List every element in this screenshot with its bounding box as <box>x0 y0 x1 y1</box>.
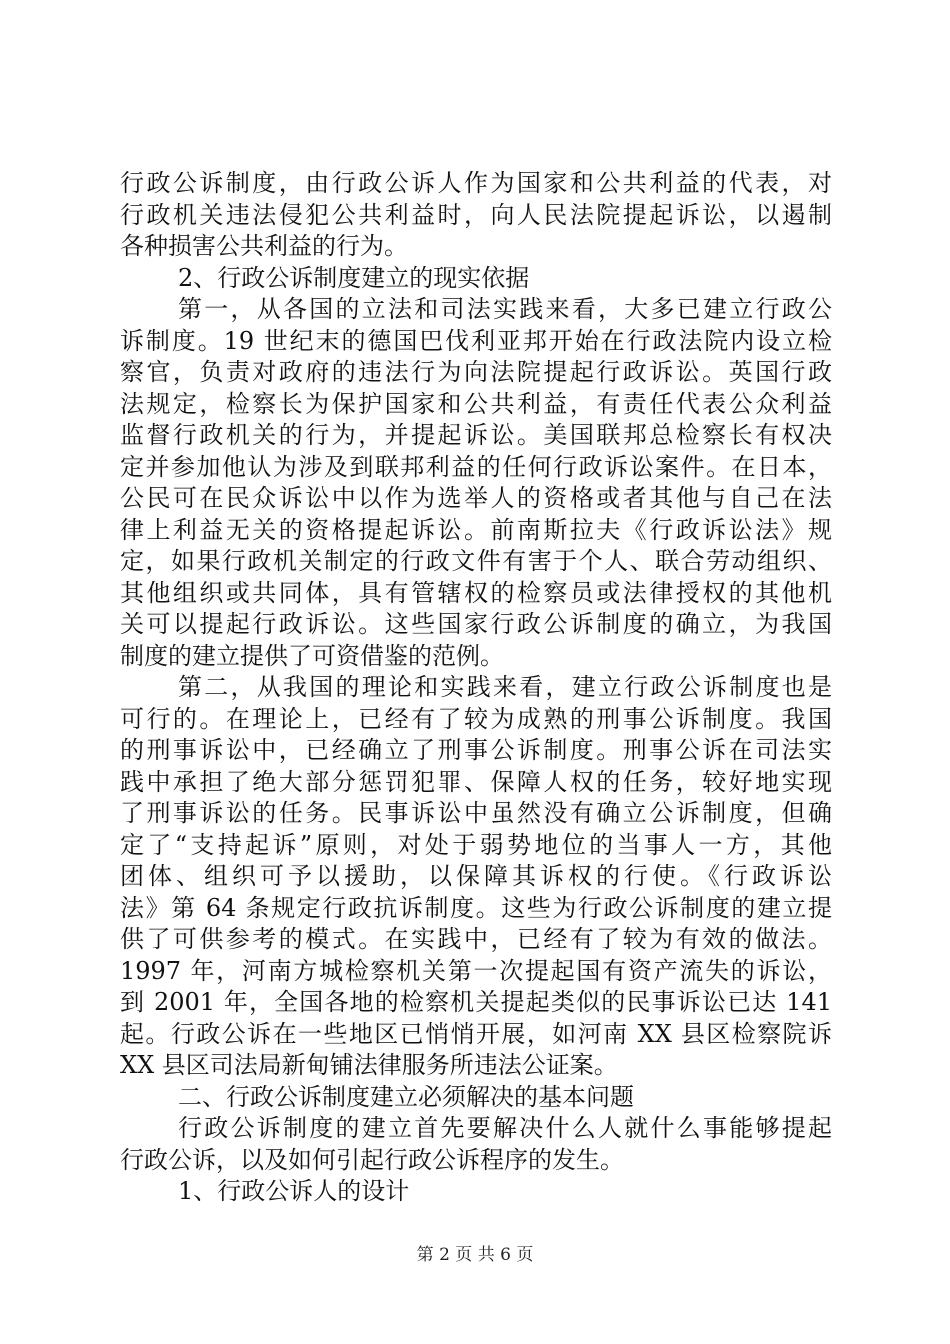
text-line: 律上利益无关的资格提起诉讼。前南斯拉夫《行政诉讼法》规 <box>120 515 832 544</box>
text-line: 供了可供参考的模式。在实践中，已经有了较为有效的做法。 <box>120 925 832 953</box>
text-line: 到 2001 年，全国各地的检察机关提起类似的民事诉讼已达 141 <box>120 988 832 1016</box>
text-line: 第二，从我国的理论和实践来看，建立行政公诉制度也是 <box>178 673 832 701</box>
text-line: 定并参加他认为涉及到联邦利益的任何行政诉讼案件。在日本， <box>120 452 832 481</box>
document-body <box>120 168 832 1208</box>
text-line: 公民可在民众诉讼中以作为选举人的资格或者其他与自己在法 <box>120 484 832 512</box>
text-line: 行政公诉制度的建立首先要解决什么人就什么事能够提起 <box>178 1114 832 1142</box>
text-line: 各种损害公共利益的行为。 <box>120 232 408 260</box>
text-line: 关可以提起行政诉讼。这些国家行政公诉制度的确立，为我国 <box>120 610 832 638</box>
text-line: 践中承担了绝大部分惩罚犯罪、保障人权的任务，较好地实现 <box>120 767 832 796</box>
text-line: 起。行政公诉在一些地区已悄悄开展，如河南 XX 县区检察院诉 <box>120 1019 832 1048</box>
text-line: 可行的。在理论上，已经有了较为成熟的刑事公诉制度。我国 <box>120 704 832 733</box>
text-line: 察官，负责对政府的违法行为向法院提起行政诉讼。英国行政 <box>120 358 832 386</box>
text-line: 1997 年，河南方城检察机关第一次提起国有资产流失的诉讼， <box>120 956 832 985</box>
text-line: 行政机关违法侵犯公共利益时，向人民法院提起诉讼，以遏制 <box>120 200 832 229</box>
text-line: 1、行政公诉人的设计 <box>178 1177 410 1205</box>
text-line: XX 县区司法局新甸铺法律服务所违法公证案。 <box>120 1051 618 1079</box>
text-line: 了刑事诉讼的任务。民事诉讼中虽然没有确立公诉制度，但确 <box>120 799 832 827</box>
text-line: 法》第 64 条规定行政抗诉制度。这些为行政公诉制度的建立提 <box>120 893 832 922</box>
text-line: 定了“支持起诉”原则，对处于弱势地位的当事人一方，其他 <box>120 830 832 859</box>
text-line: 诉制度。19 世纪末的德国巴伐利亚邦开始在行政法院内设立检 <box>120 326 832 355</box>
text-line: 监督行政机关的行为，并提起诉讼。美国联邦总检察长有权决 <box>120 421 832 449</box>
text-line: 团体、组织可予以援助，以保障其诉权的行使。《行政诉讼 <box>120 862 832 890</box>
text-line: 行政公诉制度，由行政公诉人作为国家和公共利益的代表，对 <box>120 169 832 197</box>
text-line: 二、行政公诉制度建立必须解决的基本问题 <box>178 1082 634 1111</box>
text-line: 第一，从各国的立法和司法实践来看，大多已建立行政公 <box>178 295 832 323</box>
text-line: 法规定，检察长为保护国家和公共利益，有责任代表公众利益 <box>120 389 832 418</box>
text-line: 其他组织或共同体，具有管辖权的检察员或法律授权的其他机 <box>120 578 832 607</box>
page-footer: 第 2 页 共 6 页 <box>416 1245 534 1265</box>
text-line: 定，如果行政机关制定的行政文件有害于个人、联合劳动组织、 <box>120 547 832 575</box>
text-line: 2、行政公诉制度建立的现实依据 <box>178 263 530 292</box>
text-line: 的刑事诉讼中，已经确立了刑事公诉制度。刑事公诉在司法实 <box>120 736 832 764</box>
text-line: 制度的建立提供了可资借鉴的范例。 <box>120 641 504 670</box>
text-line: 行政公诉，以及如何引起行政公诉程序的发生。 <box>120 1145 624 1174</box>
